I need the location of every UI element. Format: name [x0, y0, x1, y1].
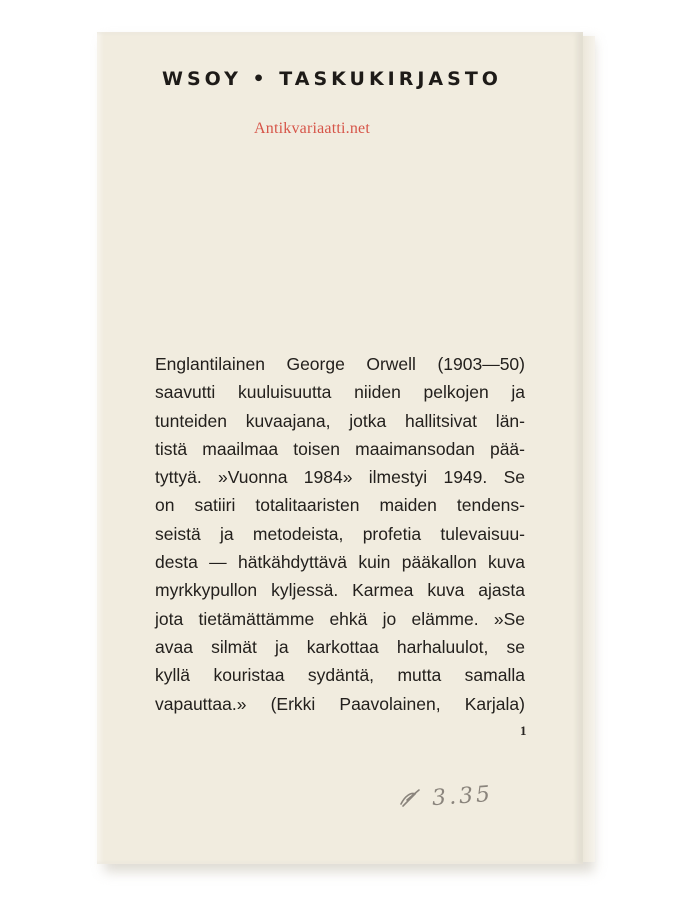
blurb-line: desta — hätkähdyttävä kuin pääkallon kuva [155, 552, 525, 573]
blurb-line: tunteiden kuvaajana, jotka hallitsivat län- [155, 410, 525, 431]
book-back-cover [97, 32, 583, 864]
series-title: WSOY • TASKUKIRJASTO [162, 68, 502, 90]
pencil-mark-icon [397, 784, 427, 810]
blurb-line: vapauttaa.» (Erkki Paavolainen, Karjala) [155, 693, 525, 714]
blurb-line: kyllä kouristaa sydäntä, mutta samalla [155, 665, 525, 686]
blurb-line: avaa silmät ja karkottaa harhaluulot, se [155, 636, 525, 657]
blurb-text [155, 350, 525, 718]
blurb-line: jota tietämättämme ehkä jo elämme. »Se [155, 608, 525, 629]
blurb-line: myrkkypullon kyljessä. Karmea kuva ajasta [155, 580, 525, 601]
blurb-line: tistä maailmaa toisen maaimansodan pää- [155, 438, 525, 459]
blurb-line: on satiiri totalitaaristen maiden tendens- [155, 495, 525, 516]
handwritten-price: 3.35 [431, 781, 494, 812]
watermark: Antikvariaatti.net [254, 120, 371, 137]
page-edge [583, 36, 595, 862]
blurb-line: Englantilainen George Orwell (1903—50) [155, 354, 525, 374]
blurb-line: seistä ja metodeista, profetia tulevaisuu- [155, 523, 525, 544]
blurb-line: saavutti kuuluisuutta niiden pelkojen ja [155, 382, 525, 403]
blurb-line: tyttyä. »Vuonna 1984» ilmestyi 1949. Se [155, 467, 525, 488]
page-number: 1 [520, 723, 527, 738]
